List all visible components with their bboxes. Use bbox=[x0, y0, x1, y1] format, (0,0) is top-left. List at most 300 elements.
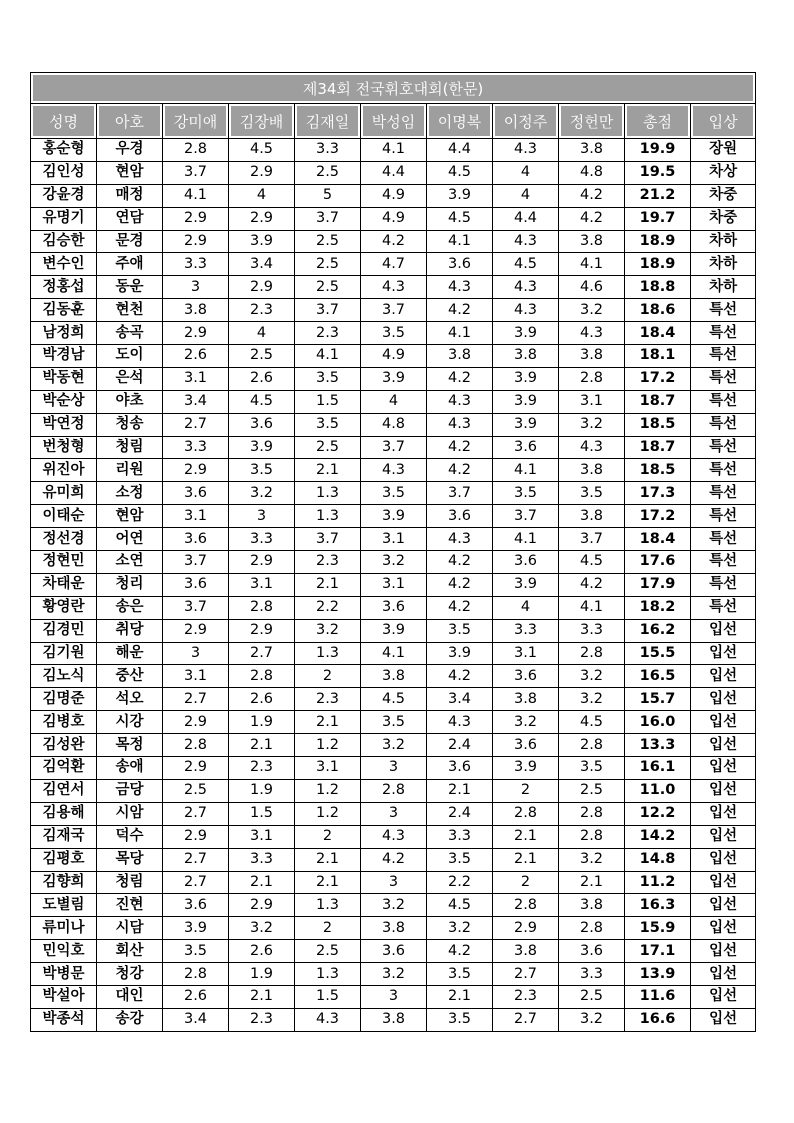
table-row bbox=[31, 390, 756, 413]
score-cell: 2.5 bbox=[295, 230, 361, 253]
score-cell: 4.3 bbox=[493, 230, 559, 253]
score-cell: 4.2 bbox=[427, 459, 493, 482]
prize-cell: 차하 bbox=[691, 230, 756, 253]
score-cell: 3.5 bbox=[559, 482, 625, 505]
table-row bbox=[31, 1008, 756, 1031]
score-cell: 2.9 bbox=[229, 161, 295, 184]
score-cell: 4.5 bbox=[229, 390, 295, 413]
score-cell: 4.5 bbox=[559, 711, 625, 734]
alias-cell: 문경 bbox=[97, 230, 163, 253]
alias-cell: 금당 bbox=[97, 779, 163, 802]
score-cell: 4.1 bbox=[427, 322, 493, 345]
alias-cell: 청강 bbox=[97, 963, 163, 986]
name-cell: 김명준 bbox=[31, 688, 97, 711]
table-row bbox=[31, 322, 756, 345]
total-cell: 17.3 bbox=[625, 482, 691, 505]
score-cell: 2.6 bbox=[229, 688, 295, 711]
prize-cell: 입선 bbox=[691, 779, 756, 802]
prize-cell: 특선 bbox=[691, 390, 756, 413]
score-cell: 3.5 bbox=[229, 459, 295, 482]
score-cell: 3.3 bbox=[493, 619, 559, 642]
name-cell: 김병호 bbox=[31, 711, 97, 734]
score-cell: 2.8 bbox=[163, 139, 229, 162]
alias-cell: 리원 bbox=[97, 459, 163, 482]
score-cell: 3.8 bbox=[559, 505, 625, 528]
header-judge-3: 김재일 bbox=[295, 104, 361, 139]
total-cell: 18.5 bbox=[625, 459, 691, 482]
prize-cell: 차하 bbox=[691, 253, 756, 276]
score-cell: 1.2 bbox=[295, 802, 361, 825]
prize-cell: 입선 bbox=[691, 871, 756, 894]
prize-cell: 특선 bbox=[691, 551, 756, 574]
score-cell: 2 bbox=[295, 917, 361, 940]
header-judge-2: 김장배 bbox=[229, 104, 295, 139]
table-row bbox=[31, 367, 756, 390]
prize-cell: 특선 bbox=[691, 459, 756, 482]
score-cell: 3.3 bbox=[559, 963, 625, 986]
score-cell: 2.5 bbox=[559, 985, 625, 1008]
score-cell: 2.4 bbox=[427, 734, 493, 757]
table-row bbox=[31, 917, 756, 940]
total-cell: 18.5 bbox=[625, 413, 691, 436]
score-cell: 3.9 bbox=[427, 642, 493, 665]
table-row bbox=[31, 734, 756, 757]
score-cell: 2 bbox=[295, 665, 361, 688]
alias-cell: 목정 bbox=[97, 734, 163, 757]
name-cell: 김승한 bbox=[31, 230, 97, 253]
total-cell: 17.6 bbox=[625, 551, 691, 574]
score-cell: 1.9 bbox=[229, 779, 295, 802]
alias-cell: 청리 bbox=[97, 573, 163, 596]
score-cell: 3.2 bbox=[361, 963, 427, 986]
score-cell: 4.2 bbox=[427, 551, 493, 574]
table-row bbox=[31, 139, 756, 162]
score-cell: 3.8 bbox=[559, 230, 625, 253]
score-cell: 2.1 bbox=[229, 734, 295, 757]
name-cell: 류미나 bbox=[31, 917, 97, 940]
total-cell: 18.2 bbox=[625, 596, 691, 619]
score-cell: 3.6 bbox=[427, 757, 493, 780]
name-cell: 박병문 bbox=[31, 963, 97, 986]
score-cell: 4.3 bbox=[493, 276, 559, 299]
header-prize: 입상 bbox=[691, 104, 756, 139]
header-total: 총점 bbox=[625, 104, 691, 139]
score-cell: 3.2 bbox=[493, 711, 559, 734]
total-cell: 11.0 bbox=[625, 779, 691, 802]
score-cell: 2.3 bbox=[493, 985, 559, 1008]
score-cell: 2.9 bbox=[229, 207, 295, 230]
prize-cell: 입선 bbox=[691, 848, 756, 871]
score-cell: 3 bbox=[361, 802, 427, 825]
score-cell: 2.1 bbox=[559, 871, 625, 894]
score-cell: 3.7 bbox=[163, 161, 229, 184]
score-cell: 3.7 bbox=[559, 528, 625, 551]
table-row bbox=[31, 161, 756, 184]
score-cell: 3 bbox=[163, 276, 229, 299]
score-cell: 1.3 bbox=[295, 642, 361, 665]
score-cell: 3.5 bbox=[295, 367, 361, 390]
score-cell: 3.5 bbox=[361, 322, 427, 345]
prize-cell: 입선 bbox=[691, 734, 756, 757]
score-cell: 2.9 bbox=[229, 894, 295, 917]
score-cell: 1.3 bbox=[295, 482, 361, 505]
score-cell: 2.8 bbox=[559, 734, 625, 757]
alias-cell: 현천 bbox=[97, 299, 163, 322]
score-cell: 2.1 bbox=[295, 871, 361, 894]
alias-cell: 야초 bbox=[97, 390, 163, 413]
score-cell: 4.3 bbox=[493, 139, 559, 162]
total-cell: 11.2 bbox=[625, 871, 691, 894]
prize-cell: 특선 bbox=[691, 528, 756, 551]
score-cell: 2.5 bbox=[559, 779, 625, 802]
total-cell: 21.2 bbox=[625, 184, 691, 207]
table-row bbox=[31, 665, 756, 688]
score-cell: 3.6 bbox=[361, 596, 427, 619]
score-cell: 2.9 bbox=[163, 322, 229, 345]
prize-cell: 입선 bbox=[691, 642, 756, 665]
score-cell: 3.9 bbox=[163, 917, 229, 940]
score-cell: 4.2 bbox=[361, 230, 427, 253]
name-cell: 박연정 bbox=[31, 413, 97, 436]
score-cell: 3 bbox=[361, 757, 427, 780]
score-cell: 3.2 bbox=[361, 551, 427, 574]
score-cell: 3 bbox=[163, 642, 229, 665]
alias-cell: 청림 bbox=[97, 871, 163, 894]
score-cell: 2.9 bbox=[163, 459, 229, 482]
name-cell: 유미희 bbox=[31, 482, 97, 505]
score-cell: 4.1 bbox=[163, 184, 229, 207]
score-cell: 2.1 bbox=[229, 871, 295, 894]
prize-cell: 차하 bbox=[691, 276, 756, 299]
score-cell: 2.9 bbox=[163, 825, 229, 848]
alias-cell: 시강 bbox=[97, 711, 163, 734]
score-cell: 3.1 bbox=[493, 642, 559, 665]
alias-cell: 취당 bbox=[97, 619, 163, 642]
score-cell: 4.1 bbox=[361, 642, 427, 665]
score-cell: 3.3 bbox=[163, 253, 229, 276]
score-cell: 3.1 bbox=[361, 528, 427, 551]
score-cell: 3.5 bbox=[493, 482, 559, 505]
score-cell: 1.2 bbox=[295, 734, 361, 757]
score-cell: 2.8 bbox=[559, 642, 625, 665]
score-cell: 4.1 bbox=[493, 459, 559, 482]
total-cell: 13.3 bbox=[625, 734, 691, 757]
prize-cell: 특선 bbox=[691, 345, 756, 368]
score-cell: 3.8 bbox=[427, 345, 493, 368]
name-cell: 번청형 bbox=[31, 436, 97, 459]
score-cell: 2.5 bbox=[295, 436, 361, 459]
score-cell: 2.5 bbox=[229, 345, 295, 368]
name-cell: 박동현 bbox=[31, 367, 97, 390]
name-cell: 김인성 bbox=[31, 161, 97, 184]
score-cell: 3.5 bbox=[427, 963, 493, 986]
score-cell: 4.3 bbox=[295, 1008, 361, 1031]
name-cell: 김기원 bbox=[31, 642, 97, 665]
total-cell: 14.8 bbox=[625, 848, 691, 871]
total-cell: 16.3 bbox=[625, 894, 691, 917]
score-cell: 4.2 bbox=[559, 573, 625, 596]
alias-cell: 진현 bbox=[97, 894, 163, 917]
alias-cell: 목당 bbox=[97, 848, 163, 871]
score-cell: 4.9 bbox=[361, 207, 427, 230]
name-cell: 정현민 bbox=[31, 551, 97, 574]
table-row bbox=[31, 757, 756, 780]
table-row bbox=[31, 528, 756, 551]
alias-cell: 청송 bbox=[97, 413, 163, 436]
score-cell: 3.6 bbox=[163, 894, 229, 917]
total-cell: 13.9 bbox=[625, 963, 691, 986]
prize-cell: 입선 bbox=[691, 711, 756, 734]
score-cell: 3.9 bbox=[427, 184, 493, 207]
score-cell: 3.2 bbox=[361, 894, 427, 917]
alias-cell: 도이 bbox=[97, 345, 163, 368]
score-cell: 3.3 bbox=[559, 619, 625, 642]
alias-cell: 송은 bbox=[97, 596, 163, 619]
total-cell: 18.9 bbox=[625, 253, 691, 276]
total-cell: 16.1 bbox=[625, 757, 691, 780]
alias-cell: 시담 bbox=[97, 917, 163, 940]
header-row bbox=[31, 104, 756, 139]
alias-cell: 연담 bbox=[97, 207, 163, 230]
score-cell: 2.1 bbox=[295, 459, 361, 482]
score-cell: 3.9 bbox=[361, 619, 427, 642]
total-cell: 17.1 bbox=[625, 940, 691, 963]
header-judge-6: 이정주 bbox=[493, 104, 559, 139]
score-cell: 4.2 bbox=[427, 436, 493, 459]
score-cell: 4 bbox=[229, 184, 295, 207]
score-cell: 3.7 bbox=[295, 528, 361, 551]
score-cell: 2.1 bbox=[295, 573, 361, 596]
prize-cell: 입선 bbox=[691, 665, 756, 688]
score-cell: 1.3 bbox=[295, 894, 361, 917]
total-cell: 15.7 bbox=[625, 688, 691, 711]
table-row bbox=[31, 802, 756, 825]
alias-cell: 송강 bbox=[97, 1008, 163, 1031]
score-cell: 3.6 bbox=[493, 436, 559, 459]
table-row bbox=[31, 940, 756, 963]
table-row bbox=[31, 482, 756, 505]
score-cell: 2.7 bbox=[163, 848, 229, 871]
name-cell: 김향희 bbox=[31, 871, 97, 894]
header-alias: 아호 bbox=[97, 104, 163, 139]
table-row bbox=[31, 436, 756, 459]
alias-cell: 우경 bbox=[97, 139, 163, 162]
score-cell: 2 bbox=[493, 871, 559, 894]
score-cell: 4.2 bbox=[427, 665, 493, 688]
alias-cell: 중산 bbox=[97, 665, 163, 688]
score-cell: 4.8 bbox=[559, 161, 625, 184]
alias-cell: 어연 bbox=[97, 528, 163, 551]
score-cell: 4.3 bbox=[361, 276, 427, 299]
score-cell: 3.9 bbox=[493, 413, 559, 436]
score-cell: 2.8 bbox=[493, 802, 559, 825]
prize-cell: 입선 bbox=[691, 825, 756, 848]
score-cell: 3.6 bbox=[559, 940, 625, 963]
prize-cell: 차상 bbox=[691, 161, 756, 184]
table-row bbox=[31, 505, 756, 528]
score-cell: 3.5 bbox=[361, 482, 427, 505]
total-cell: 18.4 bbox=[625, 528, 691, 551]
score-cell: 2.8 bbox=[559, 367, 625, 390]
total-cell: 17.2 bbox=[625, 367, 691, 390]
score-cell: 3.5 bbox=[163, 940, 229, 963]
prize-cell: 특선 bbox=[691, 322, 756, 345]
header-judge-7: 정헌만 bbox=[559, 104, 625, 139]
score-cell: 4.4 bbox=[427, 139, 493, 162]
score-cell: 2.2 bbox=[295, 596, 361, 619]
score-cell: 3.5 bbox=[427, 1008, 493, 1031]
score-cell: 3.2 bbox=[229, 917, 295, 940]
total-cell: 19.7 bbox=[625, 207, 691, 230]
score-cell: 3 bbox=[361, 871, 427, 894]
score-cell: 3.8 bbox=[493, 940, 559, 963]
score-cell: 3.3 bbox=[427, 825, 493, 848]
table-row bbox=[31, 779, 756, 802]
table-row bbox=[31, 642, 756, 665]
total-cell: 18.7 bbox=[625, 390, 691, 413]
score-cell: 4.5 bbox=[229, 139, 295, 162]
total-cell: 16.5 bbox=[625, 665, 691, 688]
name-cell: 김용해 bbox=[31, 802, 97, 825]
score-cell: 2.1 bbox=[427, 779, 493, 802]
table-row bbox=[31, 253, 756, 276]
score-cell: 2.3 bbox=[229, 299, 295, 322]
prize-cell: 특선 bbox=[691, 299, 756, 322]
prize-cell: 차중 bbox=[691, 184, 756, 207]
prize-cell: 입선 bbox=[691, 802, 756, 825]
score-cell: 3.8 bbox=[559, 345, 625, 368]
score-cell: 3.1 bbox=[163, 505, 229, 528]
score-cell: 4.5 bbox=[493, 253, 559, 276]
score-cell: 3.7 bbox=[361, 299, 427, 322]
table-row bbox=[31, 688, 756, 711]
alias-cell: 덕수 bbox=[97, 825, 163, 848]
score-cell: 3.8 bbox=[493, 688, 559, 711]
score-cell: 2.6 bbox=[229, 367, 295, 390]
score-cell: 2.1 bbox=[295, 711, 361, 734]
score-cell: 1.2 bbox=[295, 779, 361, 802]
prize-cell: 입선 bbox=[691, 940, 756, 963]
score-cell: 3.1 bbox=[295, 757, 361, 780]
total-cell: 11.6 bbox=[625, 985, 691, 1008]
score-cell: 4.6 bbox=[559, 276, 625, 299]
prize-cell: 특선 bbox=[691, 596, 756, 619]
score-cell: 2.9 bbox=[163, 619, 229, 642]
results-sheet bbox=[30, 72, 755, 1032]
name-cell: 김성완 bbox=[31, 734, 97, 757]
table-body bbox=[31, 139, 756, 1032]
alias-cell: 송곡 bbox=[97, 322, 163, 345]
score-cell: 3.6 bbox=[163, 482, 229, 505]
name-cell: 차태운 bbox=[31, 573, 97, 596]
score-cell: 2.9 bbox=[493, 917, 559, 940]
table-row bbox=[31, 963, 756, 986]
score-cell: 4.4 bbox=[493, 207, 559, 230]
table-row bbox=[31, 711, 756, 734]
score-cell: 3 bbox=[229, 505, 295, 528]
score-cell: 2.7 bbox=[493, 1008, 559, 1031]
score-cell: 4.2 bbox=[427, 367, 493, 390]
score-cell: 4.5 bbox=[361, 688, 427, 711]
total-cell: 15.5 bbox=[625, 642, 691, 665]
score-cell: 2.9 bbox=[229, 276, 295, 299]
score-cell: 2.7 bbox=[493, 963, 559, 986]
score-cell: 3.1 bbox=[163, 665, 229, 688]
score-cell: 3.4 bbox=[163, 390, 229, 413]
score-cell: 3.5 bbox=[361, 711, 427, 734]
score-cell: 3.8 bbox=[559, 894, 625, 917]
score-cell: 3.2 bbox=[559, 413, 625, 436]
score-cell: 2.7 bbox=[229, 642, 295, 665]
score-cell: 3.6 bbox=[163, 528, 229, 551]
score-cell: 4.3 bbox=[559, 322, 625, 345]
score-cell: 4.3 bbox=[427, 276, 493, 299]
score-cell: 3.9 bbox=[361, 505, 427, 528]
prize-cell: 입선 bbox=[691, 1008, 756, 1031]
total-cell: 18.8 bbox=[625, 276, 691, 299]
table-row bbox=[31, 413, 756, 436]
score-cell: 2.2 bbox=[427, 871, 493, 894]
score-cell: 4.5 bbox=[427, 207, 493, 230]
score-cell: 2.8 bbox=[559, 825, 625, 848]
table-row bbox=[31, 207, 756, 230]
score-cell: 3.9 bbox=[361, 367, 427, 390]
name-cell: 위진아 bbox=[31, 459, 97, 482]
name-cell: 이태순 bbox=[31, 505, 97, 528]
score-cell: 2.7 bbox=[163, 871, 229, 894]
score-cell: 4.3 bbox=[427, 528, 493, 551]
score-cell: 1.5 bbox=[295, 985, 361, 1008]
score-cell: 1.3 bbox=[295, 963, 361, 986]
score-cell: 3.2 bbox=[559, 1008, 625, 1031]
name-cell: 남정희 bbox=[31, 322, 97, 345]
score-cell: 4.5 bbox=[559, 551, 625, 574]
score-cell: 3.2 bbox=[559, 848, 625, 871]
score-cell: 3.9 bbox=[493, 322, 559, 345]
score-cell: 3.5 bbox=[559, 757, 625, 780]
score-cell: 4 bbox=[493, 161, 559, 184]
score-cell: 3.6 bbox=[163, 573, 229, 596]
score-cell: 3.4 bbox=[229, 253, 295, 276]
score-cell: 4.2 bbox=[427, 940, 493, 963]
score-cell: 3.2 bbox=[295, 619, 361, 642]
total-cell: 18.1 bbox=[625, 345, 691, 368]
alias-cell: 회산 bbox=[97, 940, 163, 963]
prize-cell: 입선 bbox=[691, 757, 756, 780]
score-cell: 3.7 bbox=[493, 505, 559, 528]
score-cell: 3.5 bbox=[427, 619, 493, 642]
score-cell: 3.1 bbox=[361, 573, 427, 596]
score-cell: 4.1 bbox=[295, 345, 361, 368]
alias-cell: 석오 bbox=[97, 688, 163, 711]
score-cell: 2.7 bbox=[163, 802, 229, 825]
score-cell: 4.5 bbox=[427, 161, 493, 184]
name-cell: 박설아 bbox=[31, 985, 97, 1008]
score-cell: 2.3 bbox=[295, 322, 361, 345]
score-cell: 3.4 bbox=[163, 1008, 229, 1031]
prize-cell: 입선 bbox=[691, 917, 756, 940]
score-cell: 2.3 bbox=[295, 688, 361, 711]
table-title: 제34회 전국휘호대회(한문) bbox=[31, 73, 756, 104]
total-cell: 19.9 bbox=[625, 139, 691, 162]
score-cell: 2.6 bbox=[229, 940, 295, 963]
score-cell: 3.6 bbox=[493, 665, 559, 688]
total-cell: 12.2 bbox=[625, 802, 691, 825]
score-cell: 2.7 bbox=[163, 688, 229, 711]
score-cell: 4 bbox=[493, 184, 559, 207]
alias-cell: 현암 bbox=[97, 161, 163, 184]
name-cell: 김평호 bbox=[31, 848, 97, 871]
